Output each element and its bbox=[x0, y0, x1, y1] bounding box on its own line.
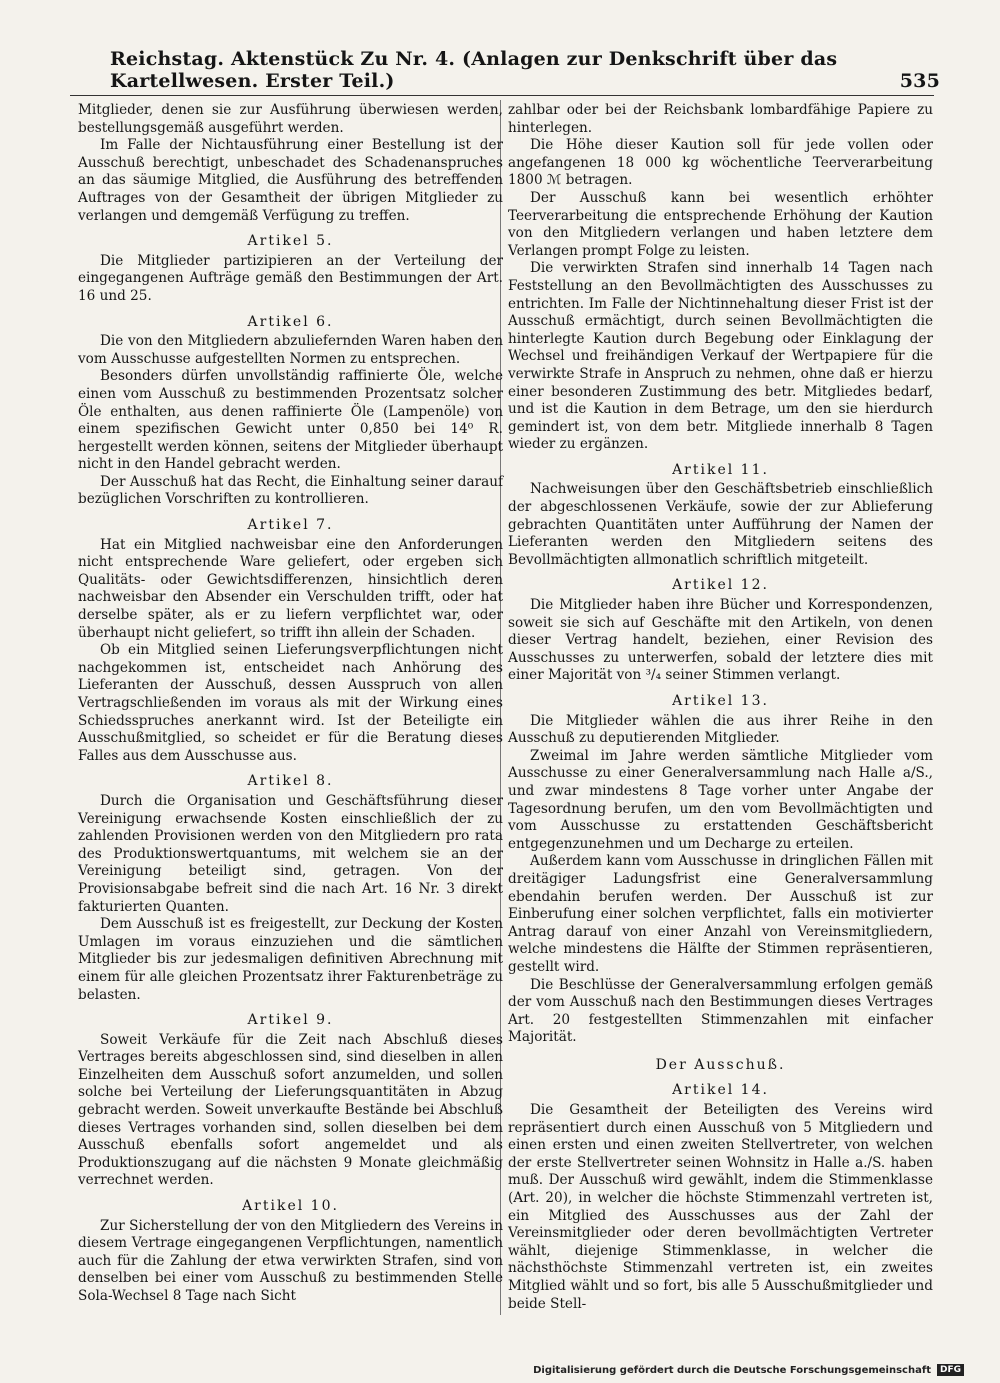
article-heading: Artikel 8. bbox=[247, 773, 334, 790]
footer-text: Digitalisierung gefördert durch die Deutsche Forschungsgemeinschaft bbox=[533, 1364, 931, 1376]
paragraph: Der Ausschuß hat das Recht, die Einhaltung seiner darauf bezüglichen Vorschriften zu kontrollieren. bbox=[78, 473, 503, 508]
article-heading: Artikel 9. bbox=[247, 1012, 334, 1029]
paragraph: Ob ein Mitglied seinen Lieferungsverpflichtungen nicht nachgekommen ist, entscheidet nach Anhörung des Lieferanten der Ausschuß, dessen Ausspruch von allen Vertragschließenden im voraus als mit der Wirkung eines Schiedsspruches anerkannt wird. Ist der Beteiligte ein Ausschußmitglied, so scheidet er für die Beratung dieses Falles aus dem Ausschusse aus. bbox=[78, 642, 503, 764]
header-rule bbox=[70, 95, 934, 96]
paragraph: Dem Ausschuß ist es freigestellt, zur Deckung der Kosten Umlagen im voraus einzuziehen und die sämtlichen Mitglieder bis zur jedesmaligen definitiven Abrechnung mit einem für alle gleichen Prozentsatz ihrer Fakturenbeträge zu belasten. bbox=[78, 916, 503, 1003]
article-heading: Artikel 13. bbox=[672, 693, 769, 709]
article-heading: Artikel 7. bbox=[247, 517, 334, 534]
paragraph: Hat ein Mitglied nachweisbar eine den Anforderungen nicht entsprechende Ware geliefert, oder ergeben sich Qualitäts- oder Gewichtsdifferenzen, hinsichtlich deren nachweisbar den Absender ein Verschulden trifft, oder hat derselbe später, als er zu liefern verpflichtet war, oder überhaupt nicht geliefert, so trifft ihn allein der Schaden. bbox=[78, 536, 503, 641]
dfg-logo: DFG bbox=[937, 1364, 964, 1376]
left-column bbox=[78, 102, 503, 1306]
paragraph: Die von den Mitgliedern abzuliefernden Waren haben den vom Ausschusse aufgestellten Normen zu entsprechen. bbox=[78, 333, 503, 367]
paragraph: Die Mitglieder partizipieren an der Verteilung der eingegangenen Aufträge gemäß den Bestimmungen der Art. 16 und 25. bbox=[78, 252, 503, 304]
paragraph: Durch die Organisation und Geschäftsführung dieser Vereinigung erwachsende Kosten einschließlich der zu zahlenden Provisionen werden von den Mitgliedern pro rata des Produktionswertquantums, mit welchem sie an der Vereinigung beteiligt sind, getragen. Von der Provisionsabgabe befreit sind die nach Art. 16 Nr. 3 direkt fakturierten Quanten. bbox=[78, 792, 503, 915]
paragraph: Die Mitglieder wählen die aus ihrer Reihe in den Ausschuß zu deputierenden Mitglieder. bbox=[508, 712, 933, 747]
section-heading: Der Ausschuß. bbox=[655, 1056, 786, 1073]
article-heading: Artikel 14. bbox=[672, 1082, 769, 1099]
paragraph: Besonders dürfen unvollständig raffinierte Öle, welche einen vom Ausschuß zu bestimmenden Prozentsatz solcher Öle enthalten, aus denen raffinierte Öle (Lampenöle) von einem spezifischen Gewicht unter 0,850 bei 14⁰ R. hergestellt werden können, seitens der Mitglieder überhaupt nicht in den Handel gebracht werden. bbox=[78, 368, 503, 473]
paragraph: Mitglieder, denen sie zur Ausführung überwiesen werden, bestellungsgemäß ausgeführt werden. bbox=[78, 102, 503, 136]
paragraph: Die verwirkten Strafen sind innerhalb 14 Tagen nach Feststellung an den Bevollmächtigten des Ausschusses zu entrichten. Im Falle der Nichtinnehaltung dieser Frist ist der Ausschuß ermächtigt, durch seinen Bevollmächtigten die hinterlegte Kaution durch Begebung oder Einklagung der Wechsel und freihändigen Verkauf der Wertpapiere für die verwirkte Strafe in Anspruch zu nehmen, ohne daß er hierzu einer besonderen Zustimmung des betr. Mitgliedes bedarf, und ist die Kaution in dem Betrage, um den sie hierdurch gemindert ist, von dem betr. Mitgliede innerhalb 8 Tagen wieder zu ergänzen. bbox=[508, 260, 933, 453]
page-number: 535 bbox=[899, 70, 940, 92]
article-heading: Artikel 5. bbox=[247, 233, 334, 250]
article-heading: Artikel 11. bbox=[672, 461, 769, 478]
funding-footer bbox=[533, 1364, 964, 1376]
paragraph: Nachweisungen über den Geschäftsbetrieb einschließlich der abgeschlossenen Verkäufe, sowie der zur Ablieferung gebrachten Quantitäten unter Aufführung der Namen der Lieferanten werden den Mitgliedern seitens des Bevollmächtigten allmonatlich schriftlich mitgeteilt. bbox=[508, 481, 933, 568]
page-header bbox=[110, 48, 940, 92]
paragraph: Zweimal im Jahre werden sämtliche Mitglieder vom Ausschusse zu einer Generalversammlung nach Halle a/S., und zwar mindestens 8 Tage vorher unter Angabe der Tagesordnung berufen, um den vom Bevollmächtigten und vom Ausschusse zu erstattenden Geschäftsbericht entgegenzunehmen und um Decharge zu erteilen. bbox=[508, 747, 933, 852]
paragraph: Die Gesamtheit der Beteiligten des Vereins wird repräsentiert durch einen Ausschuß von 5 Mitgliedern und einen ersten und einen zweiten Stellvertreter, von welchen der erste Stellvertreter seinen Wohnsitz in Halle a./S. haben muß. Der Ausschuß wird gewählt, indem die Stimmenklasse (Art. 20), in welcher die höchste Stimmenzahl vertreten ist, ein Mitglied des Ausschusses aus der Zahl der Vereinsmitglieder oder deren bevollmächtigten Vertreter wählt, diejenige Stimmenklasse, in welcher die nächsthöchste Stimmenzahl vertreten ist, ein zweites Mitglied wählt und so fort, bis alle 5 Ausschußmitglieder und beide Stell- bbox=[508, 1102, 933, 1312]
paragraph: zahlbar oder bei der Reichsbank lombardfähige Papiere zu hinterlegen. bbox=[508, 102, 933, 136]
paragraph: Außerdem kann vom Ausschusse in dringlichen Fällen mit dreitägiger Ladungsfrist eine Generalversammlung ebendahin berufen werden. Der Ausschuß ist zur Einberufung einer solchen verpflichtet, falls ein motivierter Antrag darauf von einer Anzahl von Vereinsmitgliedern, welche mindestens die Hälfte der Stimmen repräsentieren, gestellt wird. bbox=[508, 853, 933, 975]
paragraph: Der Ausschuß kann bei wesentlich erhöhter Teerverarbeitung die entsprechende Erhöhung der Kaution von den Mitgliedern verlangen und haben letztere dem Verlangen prompt Folge zu leisten. bbox=[508, 189, 933, 259]
paragraph: Die Beschlüsse der Generalversammlung erfolgen gemäß der vom Ausschuß nach den Bestimmungen dieses Vertrages Art. 20 festgestellten Stimmenzahlen mit einfacher Majorität. bbox=[508, 976, 933, 1046]
paragraph: Die Mitglieder haben ihre Bücher und Korrespondenzen, soweit sie sich auf Geschäfte mit den Artikeln, von denen dieser Vertrag handelt, beziehen, einer Revision des Ausschusses zu unterwerfen, sobald der letztere dies mit einer Majorität von ³/₄ seiner Stimmen verlangt. bbox=[508, 597, 933, 684]
paragraph: Soweit Verkäufe für die Zeit nach Abschluß dieses Vertrages bereits abgeschlossen sind, sind dieselben in allen Einzelheiten dem Ausschuß sofort anzumelden, und sollen solche bei Verteilung der Lieferungsquantitäten in Abzug gebracht werden. Soweit unverkaufte Bestände bei Abschluß dieses Vertrages vorhanden sind, sollen dieselben bei dem Ausschuß ebenfalls sofort angemeldet und als Produktionszugang auf die nächsten 9 Monate gleichmäßig verrechnet werden. bbox=[78, 1031, 503, 1189]
paragraph: Zur Sicherstellung der von den Mitgliedern des Vereins in diesem Vertrage eingegangenen Verpflichtungen, namentlich auch für die Zahlung der etwa verwirkten Strafen, sind von denselben bei einer vom Ausschuß zu bestimmenden Stelle Sola-Wechsel 8 Tage nach Sicht bbox=[78, 1217, 503, 1304]
paragraph: Die Höhe dieser Kaution soll für jede vollen oder angefangenen 18 000 kg wöchentliche Teerverarbeitung 1800 ℳ betragen. bbox=[508, 137, 933, 189]
paragraph: Im Falle der Nichtausführung einer Bestellung ist der Ausschuß berechtigt, unbeschadet des Schadenanspruches an das säumige Mitglied, die Ausführung des betreffenden Auftrages von der Gesamtheit der übrigen Mitglieder zu verlangen und demgemäß Verfügung zu treffen. bbox=[78, 137, 503, 224]
article-heading: Artikel 12. bbox=[672, 577, 769, 594]
right-column bbox=[508, 102, 933, 1313]
article-heading: Artikel 6. bbox=[247, 313, 334, 330]
header-title: Reichstag. Aktenstück Zu Nr. 4. (Anlagen zur Denkschrift über das Kartellwesen. Erster Teil.) bbox=[110, 48, 838, 92]
article-heading: Artikel 10. bbox=[242, 1198, 339, 1215]
